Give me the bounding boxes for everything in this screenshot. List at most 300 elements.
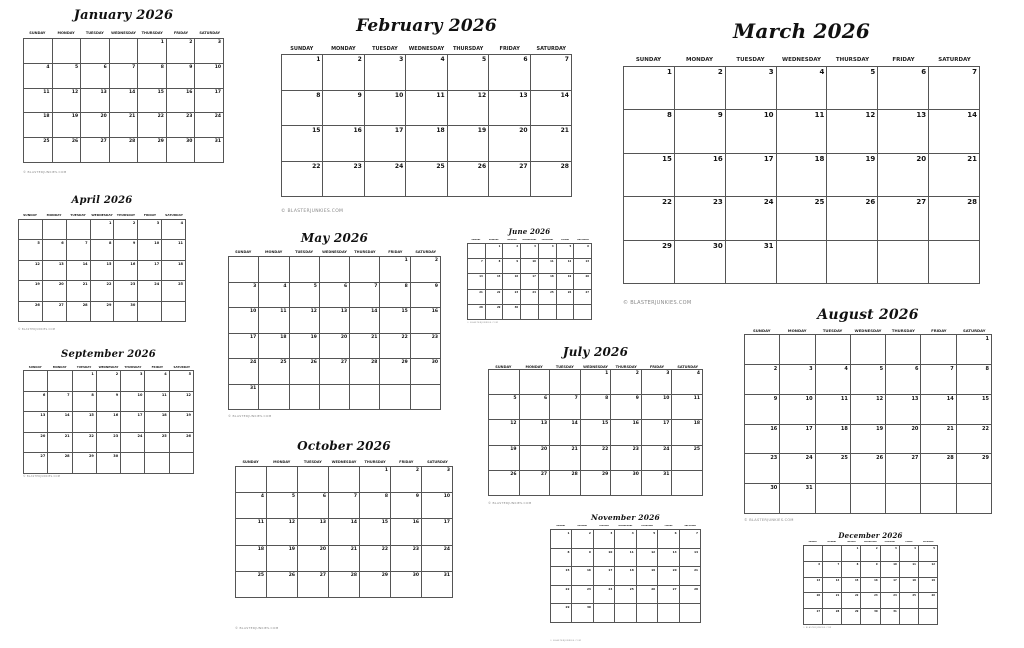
day-number: 13: [40, 413, 46, 418]
day-number: 1: [160, 40, 164, 45]
day-cell: [121, 392, 145, 413]
day-number: 3: [399, 56, 404, 63]
day-cell: [637, 586, 658, 605]
day-number: 7: [837, 562, 840, 566]
weekday-header-row: [23, 31, 224, 35]
day-cell: [229, 385, 259, 411]
day-cell: [823, 593, 842, 609]
empty-cell: [380, 385, 410, 411]
day-number: 2: [773, 365, 778, 372]
day-number: 5: [870, 68, 876, 76]
day-cell: [91, 261, 115, 281]
day-number: 12: [186, 392, 191, 397]
day-number: 2: [189, 40, 193, 45]
day-number: 1: [498, 245, 501, 248]
day-number: 6: [544, 396, 548, 402]
day-cell: [448, 126, 489, 162]
weekday-label-saturday: SATURDAY: [199, 31, 221, 35]
day-cell: [236, 493, 267, 519]
day-number: 12: [310, 309, 317, 314]
day-cell: [745, 395, 780, 425]
day-number: 3: [217, 40, 221, 45]
day-number: 15: [565, 568, 570, 573]
day-number: 15: [312, 127, 321, 134]
day-number: 1: [666, 68, 672, 76]
day-cell: [615, 586, 636, 605]
weekday-label-tuesday: TUESDAY: [598, 525, 610, 527]
day-cell: [195, 89, 224, 114]
day-cell: [886, 365, 921, 395]
weekday-label-saturday: SATURDAY: [427, 460, 448, 464]
day-number: 8: [108, 241, 112, 246]
day-cell: [267, 572, 298, 598]
day-cell: [551, 586, 572, 605]
day-cell: [929, 67, 980, 110]
day-cell: [97, 412, 121, 433]
day-cell: [468, 305, 486, 320]
day-number: 21: [82, 282, 88, 287]
day-number: 21: [694, 568, 698, 573]
day-number: 30: [632, 471, 639, 477]
weekday-label-thursday: THURSDAY: [141, 31, 163, 35]
day-number: 16: [770, 425, 778, 432]
day-number: 1: [404, 258, 408, 263]
day-cell: [878, 154, 929, 197]
day-cell: [572, 530, 593, 549]
weekday-label-thursday: THURSDAY: [891, 328, 915, 333]
day-cell: [489, 162, 530, 198]
empty-cell: [804, 546, 823, 562]
day-cell: [539, 290, 557, 305]
day-number: 30: [186, 139, 193, 145]
day-cell: [67, 240, 91, 260]
day-number: 7: [950, 365, 954, 372]
day-number: 25: [436, 162, 445, 170]
day-cell: [804, 609, 823, 625]
weekday-label-monday: MONDAY: [52, 365, 67, 369]
day-cell: [422, 493, 453, 519]
day-cell: [81, 138, 110, 163]
day-number: 27: [816, 610, 821, 614]
day-number: 10: [250, 309, 257, 314]
day-number: 28: [129, 139, 136, 145]
day-cell: [81, 64, 110, 89]
day-cell: [24, 64, 53, 89]
day-cell: [680, 530, 701, 549]
empty-cell: [780, 335, 815, 365]
day-number: 26: [567, 290, 572, 294]
day-cell: [290, 359, 320, 385]
day-cell: [550, 471, 581, 496]
day-cell: [539, 244, 557, 259]
day-number: 8: [666, 111, 672, 120]
day-number: 17: [805, 425, 813, 432]
day-number: 14: [967, 111, 977, 120]
day-cell: [81, 113, 110, 138]
day-number: 21: [371, 334, 378, 340]
day-cell: [329, 493, 360, 519]
day-cell: [73, 433, 97, 454]
day-cell: [672, 370, 703, 395]
day-cell: [637, 530, 658, 549]
day-number: 17: [394, 127, 404, 134]
day-number: 8: [498, 260, 501, 264]
month-grid: [23, 38, 224, 163]
day-number: 12: [931, 562, 935, 566]
day-cell: [290, 334, 320, 360]
day-number: 19: [876, 425, 884, 432]
day-cell: [861, 609, 880, 625]
day-cell: [672, 395, 703, 420]
day-number: 29: [602, 471, 609, 477]
day-cell: [642, 395, 673, 420]
day-cell: [611, 446, 642, 471]
day-number: 4: [844, 365, 848, 372]
day-number: 16: [874, 578, 878, 582]
weekday-label-friday: FRIDAY: [143, 213, 157, 217]
day-number: 22: [312, 162, 321, 170]
day-number: 20: [319, 546, 326, 552]
weekday-label-wednesday: WEDNESDAY: [522, 239, 537, 241]
day-number: 29: [106, 302, 112, 307]
day-number: 2: [588, 531, 591, 535]
day-cell: [672, 446, 703, 471]
day-cell: [468, 290, 486, 305]
day-cell: [521, 259, 539, 274]
day-number: 27: [585, 290, 589, 294]
day-number: 14: [371, 309, 378, 314]
weekday-label-saturday: SATURDAY: [536, 46, 567, 52]
weekday-label-thursday: THURSDAY: [641, 525, 654, 527]
empty-cell: [411, 385, 441, 411]
day-cell: [43, 261, 67, 281]
day-cell: [380, 283, 410, 309]
weekday-label-wednesday: WEDNESDAY: [331, 460, 357, 464]
day-number: 23: [130, 282, 136, 287]
weekday-label-thursday: THURSDAY: [364, 460, 386, 464]
month-title: April 2026: [71, 195, 133, 206]
day-cell: [823, 609, 842, 625]
day-number: 22: [982, 425, 989, 432]
empty-cell: [259, 385, 289, 411]
day-cell: [642, 471, 673, 496]
day-number: 23: [412, 546, 419, 552]
day-number: 5: [569, 245, 572, 248]
day-cell: [323, 55, 364, 91]
day-number: 31: [893, 610, 897, 614]
day-cell: [921, 365, 956, 395]
day-number: 14: [479, 275, 483, 279]
day-cell: [110, 113, 139, 138]
day-cell: [97, 453, 121, 474]
day-cell: [615, 567, 636, 586]
day-number: 20: [340, 334, 348, 340]
day-number: 8: [567, 549, 570, 554]
day-cell: [520, 395, 551, 420]
day-cell: [745, 425, 780, 455]
day-number: 26: [865, 198, 876, 207]
day-cell: [572, 586, 593, 605]
day-cell: [236, 546, 267, 572]
day-number: 20: [58, 282, 64, 287]
day-cell: [489, 395, 520, 420]
weekday-label-friday: FRIDAY: [151, 365, 163, 369]
day-cell: [323, 162, 364, 198]
day-number: 3: [768, 68, 774, 76]
weekday-label-sunday: SUNDAY: [635, 57, 662, 63]
day-cell: [551, 604, 572, 623]
day-number: 13: [540, 421, 548, 427]
day-cell: [531, 162, 572, 198]
day-cell: [881, 609, 900, 625]
day-cell: [138, 220, 162, 240]
day-number: 10: [394, 91, 404, 99]
day-cell: [520, 446, 551, 471]
empty-cell: [320, 257, 350, 283]
weekday-label-thursday: THURSDAY: [116, 213, 136, 217]
day-cell: [167, 113, 196, 138]
day-number: 16: [431, 309, 438, 314]
day-number: 23: [770, 455, 778, 462]
empty-cell: [929, 241, 980, 284]
day-cell: [267, 546, 298, 572]
day-cell: [380, 308, 410, 334]
day-number: 4: [283, 283, 287, 289]
day-cell: [48, 412, 72, 433]
day-cell: [531, 91, 572, 127]
day-number: 17: [663, 421, 670, 427]
day-number: 18: [693, 421, 700, 427]
weekday-label-wednesday: WEDNESDAY: [91, 213, 113, 217]
empty-cell: [878, 241, 929, 284]
weekday-header-row: [18, 213, 186, 217]
day-cell: [929, 110, 980, 153]
day-number: 10: [532, 260, 536, 264]
day-cell: [114, 240, 138, 260]
day-cell: [91, 220, 115, 240]
day-cell: [557, 259, 575, 274]
day-number: 27: [916, 198, 927, 207]
day-cell: [594, 586, 615, 605]
day-cell: [411, 359, 441, 385]
copyright-footer: © BLASTERJUNKIES.COM: [235, 626, 279, 630]
day-number: 11: [436, 91, 445, 99]
weekday-label-wednesday: WEDNESDAY: [98, 365, 119, 369]
day-number: 20: [540, 446, 548, 452]
day-cell: [48, 392, 72, 413]
weekday-header-row: [623, 57, 980, 63]
day-number: 18: [280, 334, 287, 340]
month-grid: [228, 256, 441, 410]
weekday-label-thursday: THURSDAY: [452, 46, 484, 52]
day-number: 25: [280, 360, 287, 365]
day-number: 6: [914, 365, 919, 372]
day-cell: [642, 370, 673, 395]
day-number: 19: [510, 446, 517, 452]
day-number: 3: [446, 468, 450, 473]
day-number: 27: [911, 455, 919, 462]
day-number: 24: [250, 360, 257, 365]
day-cell: [350, 308, 380, 334]
weekday-label-saturday: SATURDAY: [165, 213, 183, 217]
empty-cell: [637, 604, 658, 623]
day-cell: [422, 467, 453, 493]
day-cell: [615, 549, 636, 568]
day-number: 21: [946, 425, 954, 432]
day-cell: [611, 370, 642, 395]
day-number: 25: [693, 446, 700, 452]
day-number: 7: [132, 64, 136, 70]
calendar-june: [467, 226, 592, 330]
day-cell: [489, 446, 520, 471]
day-number: 20: [585, 275, 589, 279]
day-cell: [539, 274, 557, 289]
day-number: 30: [712, 241, 723, 250]
day-number: 17: [608, 568, 613, 573]
weekday-label-saturday: SATURDAY: [415, 250, 437, 254]
empty-cell: [615, 604, 636, 623]
day-number: 6: [322, 494, 326, 500]
day-cell: [170, 412, 194, 433]
day-cell: [957, 335, 992, 365]
empty-cell: [145, 453, 169, 474]
weekday-label-wednesday: WEDNESDAY: [864, 541, 877, 543]
day-cell: [531, 55, 572, 91]
day-cell: [486, 244, 504, 259]
day-number: 10: [214, 64, 221, 70]
day-number: 23: [186, 114, 193, 120]
weekday-label-thursday: THURSDAY: [835, 57, 870, 63]
day-number: 4: [440, 56, 445, 63]
day-cell: [167, 39, 196, 64]
day-number: 6: [42, 392, 46, 397]
day-number: 2: [516, 245, 519, 248]
day-cell: [745, 365, 780, 395]
day-cell: [195, 113, 224, 138]
day-number: 22: [496, 290, 501, 294]
day-cell: [745, 454, 780, 484]
month-grid: [550, 529, 701, 623]
day-cell: [298, 572, 329, 598]
empty-cell: [110, 39, 139, 64]
day-cell: [391, 519, 422, 545]
day-cell: [298, 546, 329, 572]
weekday-label-monday: MONDAY: [827, 541, 837, 543]
day-cell: [726, 241, 777, 284]
day-number: 29: [157, 139, 164, 145]
day-cell: [24, 412, 48, 433]
day-number: 14: [64, 413, 70, 418]
day-number: 16: [586, 568, 591, 573]
day-cell: [91, 302, 115, 322]
day-number: 28: [371, 360, 378, 365]
copyright-footer: © BLASTERJUNKIES.COM: [18, 328, 56, 331]
day-number: 5: [37, 241, 40, 246]
day-number: 25: [912, 594, 916, 598]
day-cell: [900, 562, 919, 578]
day-number: 16: [353, 127, 362, 134]
day-cell: [503, 244, 521, 259]
day-cell: [24, 392, 48, 413]
day-cell: [468, 274, 486, 289]
day-cell: [551, 567, 572, 586]
weekday-label-friday: FRIDAY: [561, 239, 570, 241]
day-number: 17: [250, 334, 257, 340]
day-cell: [521, 290, 539, 305]
day-cell: [861, 578, 880, 594]
day-cell: [594, 549, 615, 568]
day-cell: [851, 454, 886, 484]
day-number: 15: [157, 89, 164, 95]
empty-cell: [24, 39, 53, 64]
day-number: 29: [496, 305, 501, 309]
day-number: 18: [550, 275, 554, 279]
day-number: 28: [479, 305, 483, 309]
empty-cell: [919, 609, 938, 625]
day-cell: [594, 530, 615, 549]
day-number: 29: [662, 241, 672, 250]
day-cell: [298, 519, 329, 545]
day-number: 11: [840, 395, 848, 402]
day-number: 23: [712, 198, 723, 207]
day-number: 15: [602, 421, 609, 427]
day-number: 27: [100, 139, 107, 145]
day-cell: [919, 593, 938, 609]
weekday-label-tuesday: TUESDAY: [295, 250, 314, 254]
weekday-label-tuesday: TUESDAY: [555, 365, 574, 369]
day-cell: [19, 261, 43, 281]
month-grid: [488, 369, 703, 496]
day-cell: [67, 302, 91, 322]
day-cell: [823, 578, 842, 594]
day-cell: [110, 89, 139, 114]
day-cell: [551, 549, 572, 568]
day-number: 1: [605, 371, 609, 376]
day-number: 9: [357, 91, 362, 99]
day-number: 25: [257, 572, 264, 578]
day-number: 28: [967, 198, 977, 207]
weekday-label-sunday: SUNDAY: [495, 365, 512, 369]
day-number: 4: [696, 371, 700, 376]
day-number: 12: [651, 549, 656, 554]
day-number: 19: [931, 578, 935, 582]
day-cell: [557, 274, 575, 289]
day-cell: [53, 113, 82, 138]
day-cell: [323, 126, 364, 162]
day-cell: [323, 91, 364, 127]
day-cell: [19, 240, 43, 260]
day-cell: [73, 371, 97, 392]
day-cell: [91, 240, 115, 260]
day-number: 10: [137, 392, 143, 397]
day-number: 11: [43, 89, 50, 95]
weekday-label-tuesday: TUESDAY: [76, 365, 92, 369]
day-number: 8: [384, 494, 388, 500]
weekday-label-saturday: SATURDAY: [173, 365, 191, 369]
day-number: 27: [58, 302, 64, 307]
day-cell: [827, 197, 878, 240]
day-cell: [448, 91, 489, 127]
day-number: 7: [480, 260, 483, 264]
day-number: 13: [100, 89, 107, 95]
day-number: 2: [115, 372, 119, 376]
day-cell: [19, 302, 43, 322]
day-number: 3: [156, 221, 160, 225]
day-cell: [350, 359, 380, 385]
day-cell: [658, 549, 679, 568]
day-number: 11: [912, 562, 916, 566]
day-number: 22: [602, 446, 609, 452]
